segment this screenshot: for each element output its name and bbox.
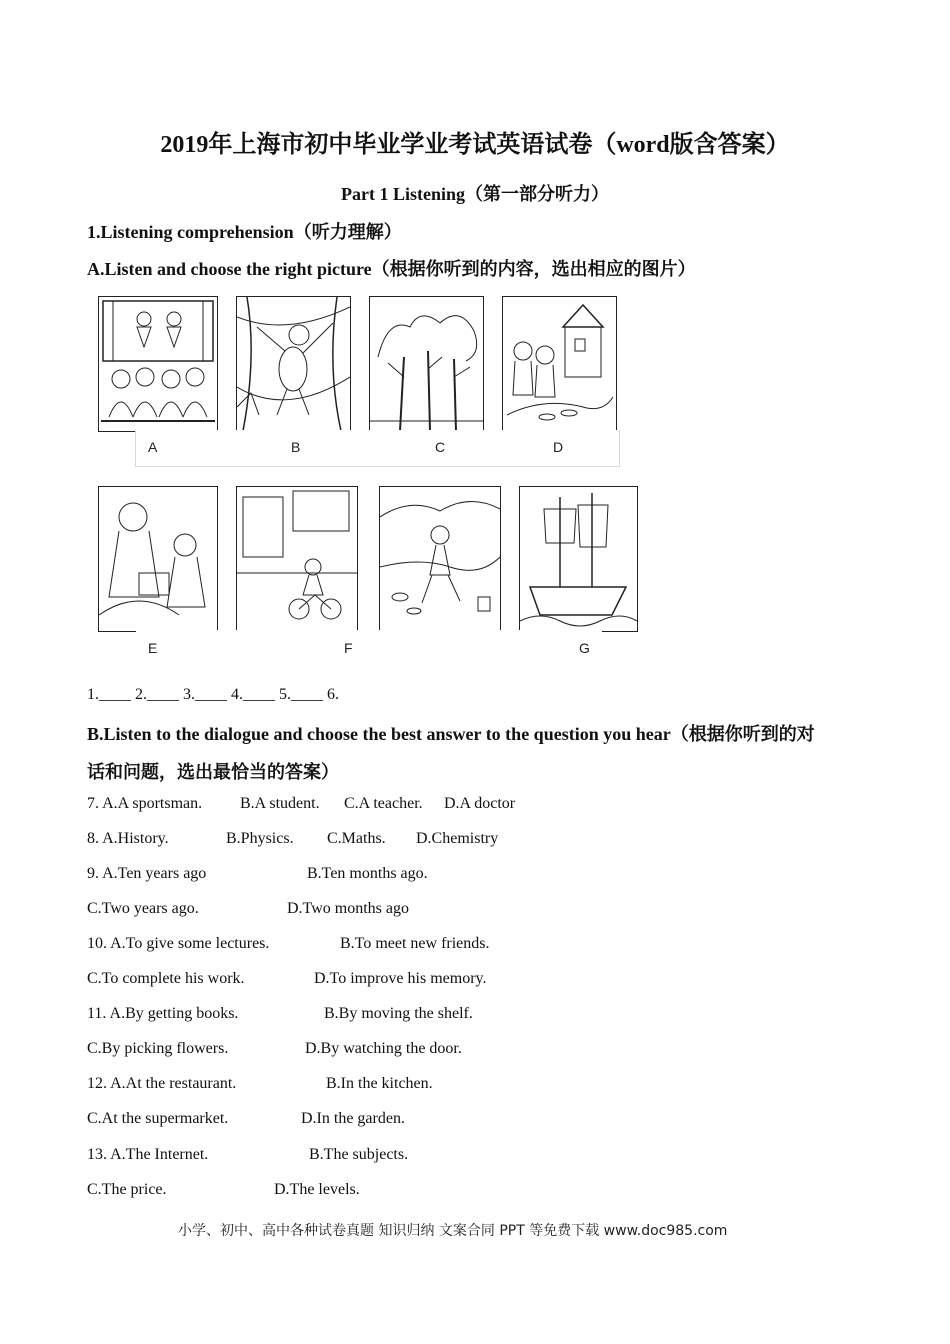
boy-cycling-picture [236, 486, 358, 632]
q7-option-d: D.A doctor [444, 795, 516, 812]
boy-running-on-beach-picture [379, 486, 501, 632]
row2-label-strip [136, 630, 602, 666]
q10-option-d: D.To improve his memory. [314, 970, 487, 987]
q9-option-a: 9. A.Ten years ago [87, 865, 207, 882]
q11-option-b: B.By moving the shelf. [324, 1005, 473, 1022]
section-heading-b-line1: B.Listen to the dialogue and choose the best answer to the question you hear（根据你听到的对 [87, 724, 815, 744]
section-heading-listening: 1.Listening comprehension（听力理解） [87, 222, 402, 242]
section-heading-b-line2: 话和问题，选出最恰当的答案） [87, 762, 339, 782]
picture-label-f: F [344, 640, 353, 656]
q11-option-a: 11. A.By getting books. [87, 1005, 239, 1022]
q13-option-a: 13. A.The Internet. [87, 1146, 209, 1163]
q13-option-d: D.The levels. [274, 1181, 360, 1198]
part-heading: Part 1 Listening（第一部分听力） [341, 184, 609, 204]
page-title: 2019年上海市初中毕业学业考试英语试卷（word版含答案） [160, 132, 790, 158]
picture-label-d: D [553, 439, 564, 455]
footer-watermark: 小学、初中、高中各种试卷真题 知识归纳 文案合同 PPT 等免费下载 www.doc985.com [178, 1223, 728, 1239]
q13-option-b: B.The subjects. [309, 1146, 409, 1163]
children-by-house-picture [502, 296, 617, 432]
picture-label-e: E [148, 640, 158, 656]
q9-option-d: D.Two months ago [287, 900, 409, 917]
old-sailing-ship-picture [519, 486, 638, 632]
q8-option-d: D.Chemistry [416, 830, 499, 847]
section-heading-a: A.Listen and choose the right picture（根据你听到的内容，选出相应的图片） [87, 259, 696, 279]
puppet-show-picture [98, 296, 218, 432]
q12-option-d: D.In the garden. [301, 1110, 405, 1127]
q11-option-d: D.By watching the door. [305, 1040, 462, 1057]
q9-option-b: B.Ten months ago. [307, 865, 428, 882]
q7-option-a: 7. A.A sportsman. [87, 795, 203, 812]
q12-option-a: 12. A.At the restaurant. [87, 1075, 237, 1092]
picture-label-a: A [148, 439, 158, 455]
q10-option-b: B.To meet new friends. [340, 935, 490, 952]
q7-option-b: B.A student. [240, 795, 320, 812]
q10-option-c: C.To complete his work. [87, 970, 245, 987]
picture-label-b: B [291, 439, 301, 455]
q12-option-b: B.In the kitchen. [326, 1075, 433, 1092]
forest-picture [369, 296, 484, 432]
q8-option-b: B.Physics. [226, 830, 294, 847]
monkey-in-tree-picture [236, 296, 351, 432]
picture-label-g: G [579, 640, 590, 656]
picture-label-c: C [435, 439, 446, 455]
q8-option-c: C.Maths. [327, 830, 386, 847]
q11-option-c: C.By picking flowers. [87, 1040, 229, 1057]
row1-label-strip [135, 430, 620, 467]
q9-option-c: C.Two years ago. [87, 900, 199, 917]
q7-option-c: C.A teacher. [344, 795, 423, 812]
q13-option-c: C.The price. [87, 1181, 167, 1198]
q8-option-a: 8. A.History. [87, 830, 169, 847]
q12-option-c: C.At the supermarket. [87, 1110, 229, 1127]
answer-blanks: 1.____ 2.____ 3.____ 4.____ 5.____ 6. [87, 686, 339, 703]
q10-option-a: 10. A.To give some lectures. [87, 935, 270, 952]
mother-and-girl-gift-picture [98, 486, 218, 632]
